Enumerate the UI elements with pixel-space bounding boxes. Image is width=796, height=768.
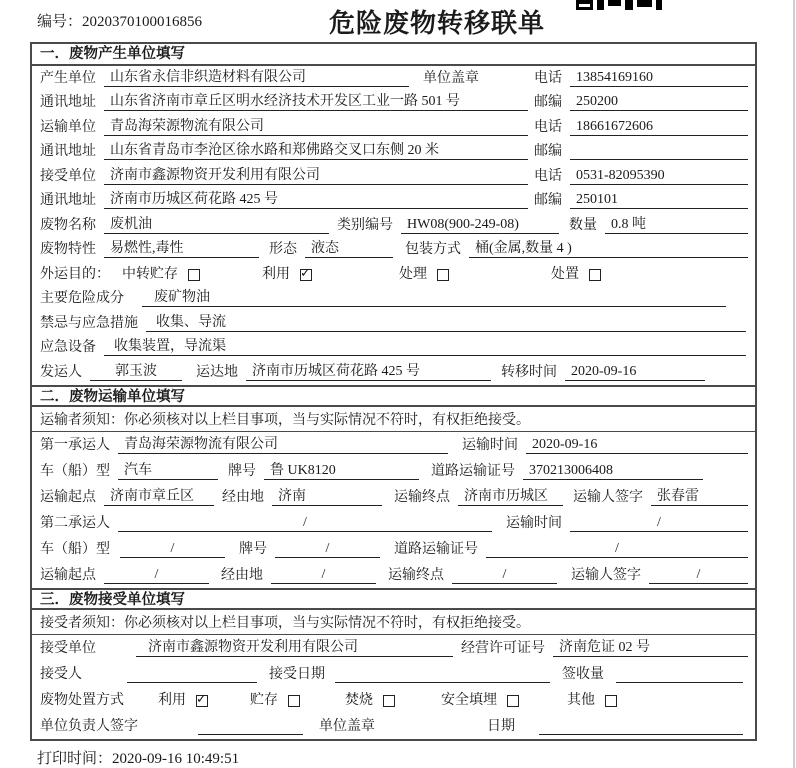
row-produce-unit bbox=[32, 66, 755, 91]
equipment-value: 收集装置，导流渠 bbox=[104, 335, 746, 356]
road2-label: 道路运输证号 bbox=[394, 541, 478, 557]
equipment-label: 应急设备 bbox=[40, 340, 96, 355]
qr-code-fragment-icon bbox=[576, 0, 662, 10]
plate1-label: 牌号 bbox=[228, 463, 256, 479]
receive-person-value bbox=[127, 666, 257, 683]
receiver-phone-value: 0531-82095390 bbox=[570, 168, 748, 185]
transport-phone-value: 18661672606 bbox=[570, 119, 748, 136]
time1-value: 2020-09-16 bbox=[526, 437, 748, 454]
transport-zip-value bbox=[570, 143, 748, 160]
license-label: 经营许可证号 bbox=[461, 640, 545, 656]
road2-value: / bbox=[486, 541, 748, 558]
vehicle2-label: 车（船）型 bbox=[40, 541, 110, 557]
transfer-date-label: 转移时间 bbox=[501, 364, 557, 380]
receiver-phone-label: 电话 bbox=[534, 168, 562, 184]
origin2-label: 运输起点 bbox=[40, 567, 96, 583]
row-transport-unit bbox=[32, 115, 755, 140]
via2-value: / bbox=[271, 567, 376, 584]
row-purpose bbox=[32, 262, 755, 287]
responsible-sign-value bbox=[198, 718, 303, 735]
receive-date2-label: 日期 bbox=[487, 718, 515, 734]
carrier2-label: 第二承运人 bbox=[40, 515, 110, 531]
plate1-value: 鲁 UK8120 bbox=[264, 459, 419, 480]
receiver-address-value: 济南市历城区荷花路 425 号 bbox=[104, 188, 528, 209]
receiver-unit-label: 接受单位 bbox=[40, 168, 96, 184]
end1-label: 运输终点 bbox=[394, 489, 450, 505]
checkbox-icon bbox=[383, 695, 395, 707]
disposal-option-landfill bbox=[441, 689, 519, 709]
waste-name-label: 废物名称 bbox=[40, 217, 96, 233]
receive-amount-value bbox=[616, 666, 743, 683]
end1-value: 济南市历城区 bbox=[458, 485, 563, 506]
waste-code-value: HW08(900-249-08) bbox=[401, 217, 559, 234]
serial-label: 编号： bbox=[37, 14, 83, 30]
hazard-value: 废矿物油 bbox=[142, 286, 726, 307]
row-disposal bbox=[32, 687, 755, 713]
produce-zip-label: 邮编 bbox=[534, 95, 562, 110]
time2-label: 运输时间 bbox=[506, 515, 562, 531]
disposal-option-burn bbox=[345, 689, 395, 709]
checkbox-icon bbox=[288, 695, 300, 707]
section1-header: 一．废物产生单位填写 bbox=[32, 44, 755, 66]
receiver-zip-label: 邮编 bbox=[534, 193, 562, 208]
license-value: 济南危证 02 号 bbox=[553, 636, 748, 657]
waste-qty-value: 0.8 吨 bbox=[605, 213, 748, 234]
carrier2-value: / bbox=[118, 515, 492, 532]
row-equipment bbox=[32, 336, 755, 361]
checkbox-icon bbox=[507, 695, 519, 707]
transport-unit-label: 运输单位 bbox=[40, 119, 96, 135]
serial-number bbox=[37, 10, 202, 31]
checkbox-icon bbox=[605, 695, 617, 707]
end2-label: 运输终点 bbox=[388, 567, 444, 583]
destination-label: 运达地 bbox=[196, 364, 238, 380]
receiver-address-label: 通讯地址 bbox=[40, 193, 96, 208]
receive-unit-label: 接受单位 bbox=[40, 640, 96, 656]
waste-name-value: 废机油 bbox=[104, 213, 329, 234]
disposal-option-landfill-label: 安全填埋 bbox=[441, 692, 497, 708]
receive-notice: 接受者须知：你必须核对以上栏目事项，当与实际情况不符时，有权拒绝接受。 bbox=[32, 610, 755, 635]
receive-person-label: 接受人 bbox=[40, 666, 82, 682]
shipper-value: 郭玉波 bbox=[90, 360, 182, 381]
waste-trait-value: 易燃性,毒性 bbox=[104, 237, 259, 258]
purpose-option-transfer bbox=[122, 263, 200, 283]
vehicle2-value: / bbox=[120, 541, 225, 558]
disposal-option-store bbox=[250, 689, 300, 709]
vehicle1-label: 车（船）型 bbox=[40, 463, 110, 479]
checkbox-icon bbox=[437, 269, 449, 281]
transport-phone-label: 电话 bbox=[534, 119, 562, 135]
page-edge-line bbox=[793, 0, 795, 768]
receive-seal-label: 单位盖章 bbox=[319, 718, 375, 734]
transport-notice: 运输者须知：你必须核对以上栏目事项，当与实际情况不符时，有权拒绝接受。 bbox=[32, 407, 755, 432]
receive-date2-value bbox=[539, 718, 743, 735]
shipper-label: 发运人 bbox=[40, 364, 82, 380]
road1-value: 370213006408 bbox=[523, 463, 703, 480]
produce-phone-label: 电话 bbox=[534, 70, 562, 86]
transport-address-value: 山东省青岛市李沧区徐水路和郑佛路交叉口东侧 20 米 bbox=[104, 139, 528, 160]
disposal-option-use bbox=[158, 689, 208, 709]
plate2-label: 牌号 bbox=[239, 541, 267, 557]
purpose-option-treat-label: 处理 bbox=[399, 266, 427, 282]
hazard-label: 主要危险成分 bbox=[40, 291, 124, 306]
origin1-value: 济南市章丘区 bbox=[104, 485, 214, 506]
purpose-option-use-label: 利用 bbox=[262, 266, 290, 282]
produce-zip-value: 250200 bbox=[570, 94, 748, 111]
disposal-option-store-label: 贮存 bbox=[250, 692, 278, 708]
row-route1 bbox=[32, 484, 755, 510]
receive-date-value bbox=[335, 666, 550, 683]
serial-value: 2020370100016856 bbox=[82, 14, 203, 30]
produce-unit-value: 山东省永信非织造材料有限公司 bbox=[104, 66, 409, 87]
sign2-value: / bbox=[649, 567, 748, 584]
produce-phone-value: 13854169160 bbox=[570, 70, 748, 87]
waste-code-label: 类别编号 bbox=[337, 217, 393, 233]
transport-unit-value: 青岛海荣源物流有限公司 bbox=[104, 115, 528, 136]
sign1-label: 运输人签字 bbox=[573, 489, 643, 505]
disposal-option-other-label: 其他 bbox=[567, 692, 595, 708]
row-receiver-unit bbox=[32, 164, 755, 189]
origin2-value: / bbox=[104, 567, 209, 584]
time1-label: 运输时间 bbox=[462, 437, 518, 453]
row-waste-trait bbox=[32, 238, 755, 263]
disposal-option-burn-label: 焚烧 bbox=[345, 692, 373, 708]
row-shipper bbox=[32, 360, 755, 385]
plate2-value: / bbox=[275, 541, 380, 558]
section3-header: 三．废物接受单位填写 bbox=[32, 588, 755, 610]
disposal-option-other bbox=[567, 689, 617, 709]
receive-unit-value: 济南市鑫源物资开发利用有限公司 bbox=[136, 636, 453, 657]
vehicle1-value: 汽车 bbox=[118, 459, 218, 480]
checkbox-icon bbox=[188, 269, 200, 281]
destination-value: 济南市历城区荷花路 425 号 bbox=[246, 360, 491, 381]
taboo-value: 收集、导流 bbox=[146, 311, 746, 332]
row-carrier1 bbox=[32, 432, 755, 458]
time2-value: / bbox=[570, 515, 748, 532]
transfer-date-value: 2020-09-16 bbox=[565, 364, 705, 381]
sign2-label: 运输人签字 bbox=[571, 567, 641, 583]
row-transport-address bbox=[32, 140, 755, 165]
transport-zip-label: 邮编 bbox=[534, 144, 562, 159]
purpose-option-use bbox=[262, 263, 312, 283]
row-vehicle1 bbox=[32, 458, 755, 484]
row-receiver-address bbox=[32, 189, 755, 214]
purpose-option-dispose bbox=[551, 263, 601, 283]
row-receive-person bbox=[32, 661, 755, 687]
transfer-form bbox=[30, 42, 757, 741]
row-taboo bbox=[32, 311, 755, 336]
via1-value: 济南 bbox=[272, 485, 382, 506]
road1-label: 道路运输证号 bbox=[431, 463, 515, 479]
responsible-sign-label: 单位负责人签字 bbox=[40, 718, 138, 734]
row-waste-name bbox=[32, 213, 755, 238]
origin1-label: 运输起点 bbox=[40, 489, 96, 505]
receive-date-label: 接受日期 bbox=[269, 666, 325, 682]
page-title: 危险废物转移联单 bbox=[329, 8, 546, 38]
row-hazard bbox=[32, 287, 755, 312]
purpose-option-dispose-label: 处置 bbox=[551, 266, 579, 282]
via1-label: 经由地 bbox=[222, 489, 264, 505]
purpose-label: 外运目的： bbox=[40, 266, 110, 282]
disposal-option-use-label: 利用 bbox=[158, 692, 186, 708]
row-responsible-sign bbox=[32, 713, 755, 739]
row-vehicle2 bbox=[32, 536, 755, 562]
purpose-option-transfer-label: 中转贮存 bbox=[122, 266, 178, 282]
waste-pack-label: 包装方式 bbox=[405, 242, 461, 257]
waste-form-value: 液态 bbox=[305, 237, 393, 258]
row-route2 bbox=[32, 562, 755, 588]
checkbox-checked-icon bbox=[300, 269, 312, 281]
produce-seal-label: 单位盖章 bbox=[423, 70, 479, 86]
receive-amount-label: 签收量 bbox=[562, 666, 604, 682]
end2-value: / bbox=[452, 567, 557, 584]
carrier1-label: 第一承运人 bbox=[40, 437, 110, 453]
via2-label: 经由地 bbox=[221, 567, 263, 583]
carrier1-value: 青岛海荣源物流有限公司 bbox=[118, 433, 448, 454]
checkbox-checked-icon bbox=[196, 695, 208, 707]
waste-trait-label: 废物特性 bbox=[40, 242, 96, 257]
checkbox-icon bbox=[589, 269, 601, 281]
waste-pack-value: 桶(金属,数量 4 ) bbox=[469, 237, 748, 258]
print-time-label: 打印时间： bbox=[37, 751, 113, 767]
print-time-value: 2020-09-16 10:49:51 bbox=[112, 751, 240, 767]
receiver-unit-value: 济南市鑫源物资开发利用有限公司 bbox=[104, 164, 528, 185]
row-receive-unit bbox=[32, 635, 755, 661]
disposal-label: 废物处置方式 bbox=[40, 692, 124, 708]
waste-qty-label: 数量 bbox=[569, 217, 597, 233]
section2-header: 二．废物运输单位填写 bbox=[32, 385, 755, 407]
produce-unit-label: 产生单位 bbox=[40, 70, 96, 86]
produce-address-value: 山东省济南市章丘区明水经济技术开发区工业一路 501 号 bbox=[104, 90, 528, 111]
purpose-option-treat bbox=[399, 263, 449, 283]
row-produce-address bbox=[32, 91, 755, 116]
transport-address-label: 通讯地址 bbox=[40, 144, 96, 159]
taboo-label: 禁忌与应急措施 bbox=[40, 315, 138, 331]
produce-address-label: 通讯地址 bbox=[40, 95, 96, 110]
print-time bbox=[37, 747, 239, 768]
sign1-value: 张春雷 bbox=[651, 485, 748, 506]
waste-form-label: 形态 bbox=[269, 242, 297, 257]
row-carrier2 bbox=[32, 510, 755, 536]
receiver-zip-value: 250101 bbox=[570, 192, 748, 209]
